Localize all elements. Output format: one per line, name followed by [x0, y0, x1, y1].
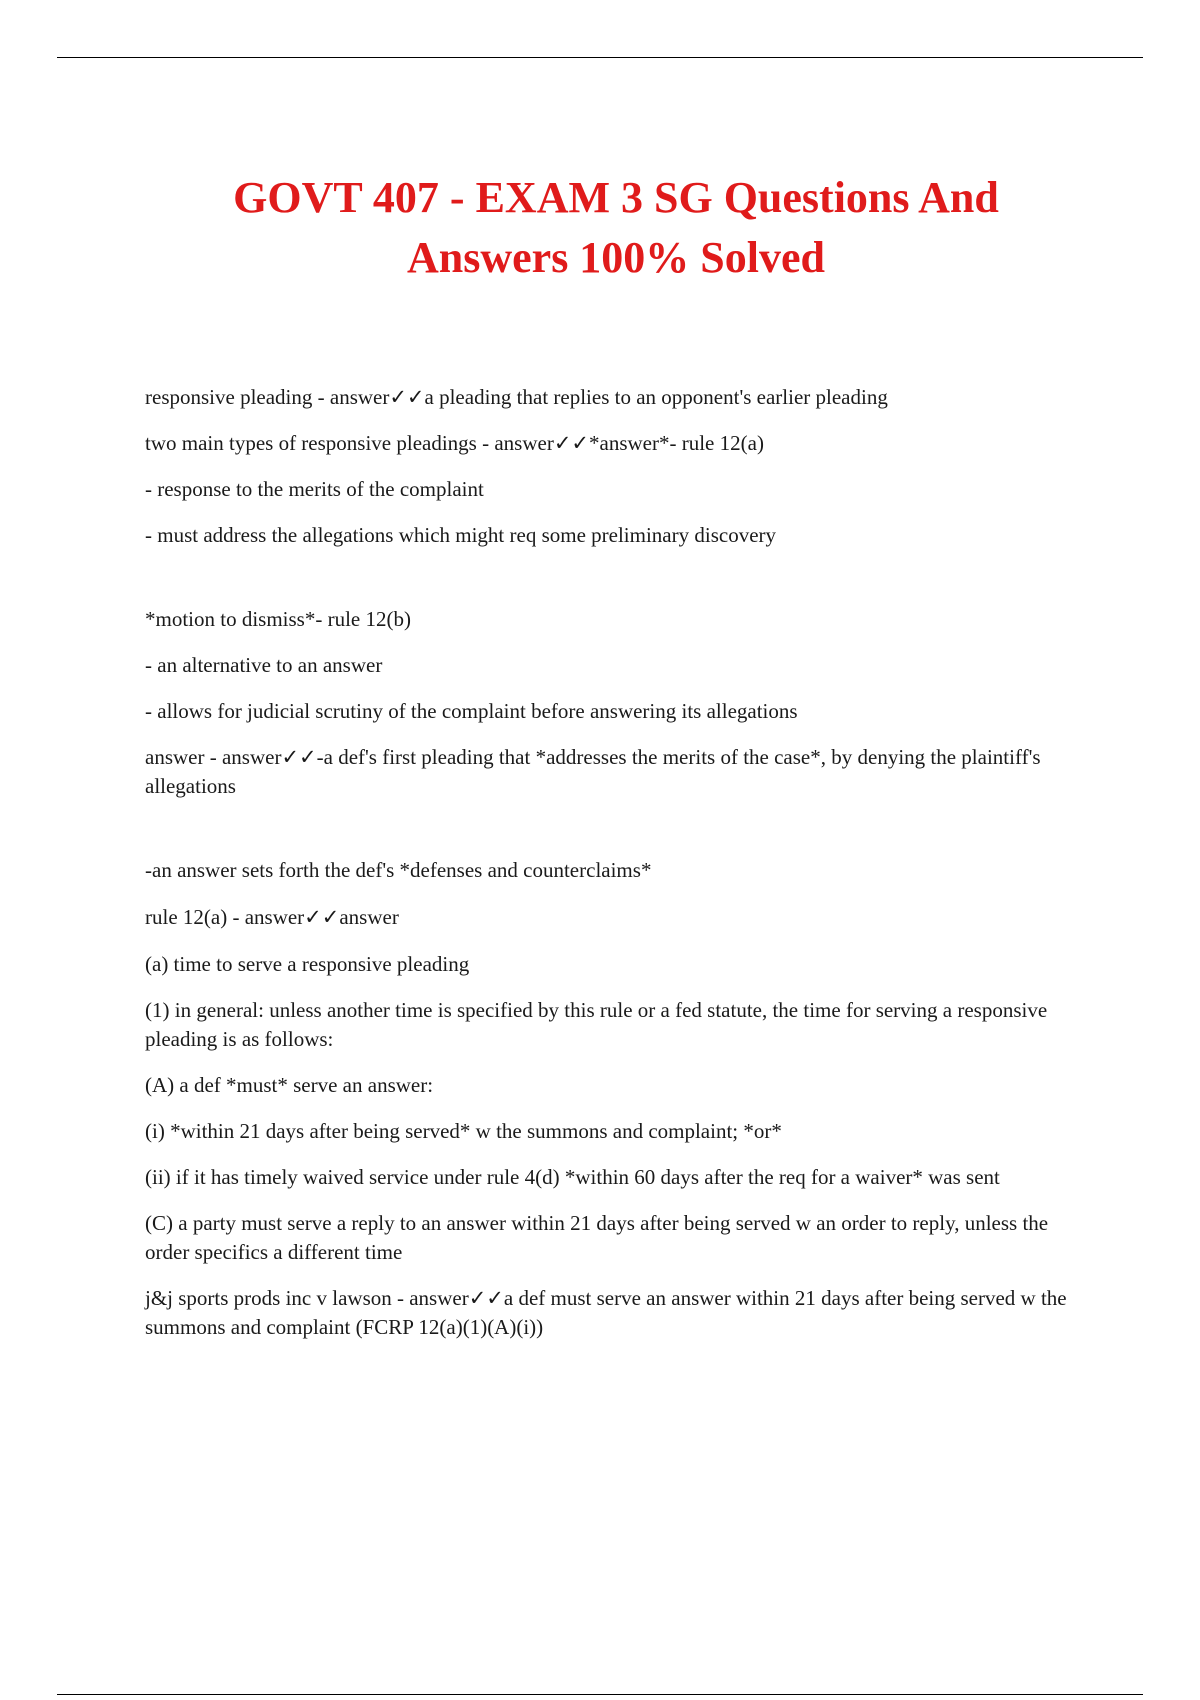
title-line-1: GOVT 407 - EXAM 3 SG Questions And — [233, 173, 999, 222]
paragraph: j&j sports prods inc v lawson - answer✓✓a def must serve an answer within 21 days after being served w the summons and complaint (FCRP 12(a)(1)(A)(i)) — [145, 1286, 1067, 1339]
paragraph: responsive pleading - answer✓✓a pleading that replies to an opponent's earlier pleading — [145, 385, 888, 409]
paragraph: -an answer sets forth the def's *defenses and counterclaims* — [145, 858, 652, 882]
paragraph: - allows for judicial scrutiny of the complaint before answering its allegations — [145, 699, 798, 723]
title-line-2: Answers 100% Solved — [406, 233, 826, 282]
footer-rule — [57, 1694, 1143, 1695]
paragraph: two main types of responsive pleadings - answer✓✓*answer*- rule 12(a) — [145, 431, 764, 455]
paragraph: *motion to dismiss*- rule 12(b) — [145, 607, 411, 631]
paragraph: (C) a party must serve a reply to an answer within 21 days after being served w an order to reply, unless the order specifics a different time — [145, 1211, 1049, 1264]
paragraph: (A) a def *must* serve an answer: — [145, 1073, 434, 1097]
paragraph: rule 12(a) - answer✓✓answer — [145, 905, 399, 929]
document-body — [145, 383, 1090, 1342]
paragraph: (i) *within 21 days after being served* w the summons and complaint; *or* — [145, 1119, 782, 1143]
document-title — [100, 168, 1132, 288]
paragraph: (ii) if it has timely waived service under rule 4(d) *within 60 days after the req for a waiver* was sent — [145, 1165, 1000, 1189]
header-rule — [57, 57, 1143, 58]
paragraph: - must address the allegations which might req some preliminary discovery — [145, 523, 777, 547]
paragraph: (a) time to serve a responsive pleading — [145, 952, 470, 976]
paragraph: - an alternative to an answer — [145, 653, 383, 677]
paragraph: answer - answer✓✓-a def's first pleading that *addresses the merits of the case*, by denying the plaintiff's allegations — [145, 745, 1041, 798]
paragraph: (1) in general: unless another time is specified by this rule or a fed statute, the time for serving a responsive pleading is as follows: — [145, 998, 1048, 1051]
paragraph: - response to the merits of the complaint — [145, 477, 484, 501]
